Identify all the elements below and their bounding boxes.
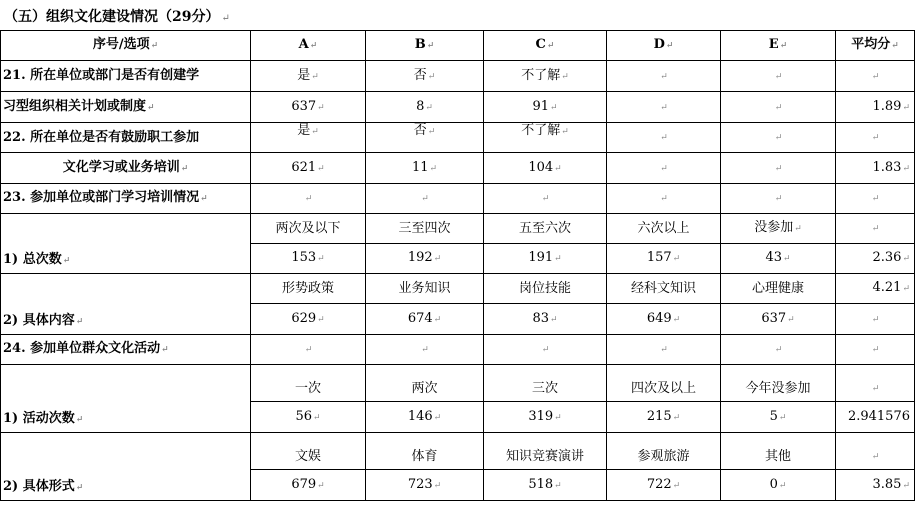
header-cell: 平均分↵ (836, 31, 915, 61)
avg-cell: ↵ (836, 304, 915, 335)
avg-cell: ↵ (836, 214, 915, 244)
table-row (1, 365, 915, 402)
count-cell: 215↵ (607, 402, 721, 433)
count-cell: 192↵ (366, 244, 484, 274)
header-cell: C↵ (484, 31, 607, 61)
option-cell: 一次 (251, 365, 366, 402)
table-row (1, 214, 915, 244)
count-cell: 5↵ (721, 402, 836, 433)
avg-cell: ↵ (836, 61, 915, 92)
table-row (1, 61, 915, 92)
count-cell: 0↵ (721, 470, 836, 501)
option-cell: 文娱 (251, 433, 366, 470)
empty-cell: ↵ (484, 184, 607, 214)
avg-cell: 3.85↵ (836, 470, 915, 501)
table-row (1, 335, 915, 365)
count-cell: 104↵ (484, 153, 607, 184)
count-cell: 674↵ (366, 304, 484, 335)
empty-cell: ↵ (251, 184, 366, 214)
option-cell: 体育 (366, 433, 484, 470)
option-cell: 今年没参加 (721, 365, 836, 402)
table-row (1, 433, 915, 470)
paragraph-mark-icon: ↵ (221, 13, 230, 24)
header-cell: A↵ (251, 31, 366, 61)
option-cell: 否↵ (366, 123, 484, 153)
table-row (1, 274, 915, 304)
avg-cell: 4.21↵ (836, 274, 915, 304)
count-cell: 43↵ (721, 244, 836, 274)
sub-question-label: 2) 具体形式↵ (1, 433, 251, 501)
table-row (1, 184, 915, 214)
question-label: 23. 参加单位或部门学习培训情况↵ (1, 184, 251, 214)
count-cell: 518↵ (484, 470, 607, 501)
option-cell: 不了解↵ (484, 61, 607, 92)
section-title (4, 6, 230, 26)
table-row (1, 123, 915, 153)
count-cell: 637↵ (251, 92, 366, 123)
option-cell: 岗位技能 (484, 274, 607, 304)
count-cell: 722↵ (607, 470, 721, 501)
empty-cell: ↵ (607, 184, 721, 214)
option-cell: ↵ (721, 123, 836, 153)
sub-question-label: 2) 具体内容↵ (1, 274, 251, 335)
option-cell: 两次 (366, 365, 484, 402)
option-cell: 其他 (721, 433, 836, 470)
header-cell: B↵ (366, 31, 484, 61)
option-cell: 没参加↵ (721, 214, 836, 244)
option-cell: 五至六次 (484, 214, 607, 244)
option-cell: ↵ (607, 61, 721, 92)
question-label: 22. 所在单位是否有鼓励职工参加 (1, 123, 251, 153)
option-cell: 参观旅游 (607, 433, 721, 470)
option-cell: ↵ (607, 123, 721, 153)
count-cell: ↵ (721, 153, 836, 184)
count-cell: 629↵ (251, 304, 366, 335)
option-cell: 知识竞赛演讲 (484, 433, 607, 470)
empty-cell: ↵ (366, 335, 484, 365)
table-row (1, 153, 915, 184)
option-cell: ↵ (721, 61, 836, 92)
option-cell: 不了解↵ (484, 123, 607, 153)
count-cell: 621↵ (251, 153, 366, 184)
empty-cell: ↵ (607, 335, 721, 365)
question-label: 21. 所在单位或部门是否有创建学 (1, 61, 251, 92)
avg-cell: 1.89↵ (836, 92, 915, 123)
count-cell: 83↵ (484, 304, 607, 335)
count-cell: ↵ (721, 92, 836, 123)
option-cell: 四次及以上 (607, 365, 721, 402)
empty-cell: ↵ (836, 184, 915, 214)
header-cell: D↵ (607, 31, 721, 61)
count-cell: 153↵ (251, 244, 366, 274)
count-cell: 191↵ (484, 244, 607, 274)
option-cell: 业务知识 (366, 274, 484, 304)
count-cell: 11↵ (366, 153, 484, 184)
count-cell: 723↵ (366, 470, 484, 501)
empty-cell: ↵ (484, 335, 607, 365)
table-row (1, 92, 915, 123)
avg-cell: 2.941576 (836, 402, 915, 433)
count-cell: 146↵ (366, 402, 484, 433)
avg-cell: ↵ (836, 365, 915, 402)
empty-cell: ↵ (836, 335, 915, 365)
survey-table (0, 30, 915, 501)
count-cell: 8↵ (366, 92, 484, 123)
count-cell: 157↵ (607, 244, 721, 274)
header-row (1, 31, 915, 61)
count-cell: 637↵ (721, 304, 836, 335)
count-cell: ↵ (607, 92, 721, 123)
header-cell: E↵ (721, 31, 836, 61)
count-cell: 649↵ (607, 304, 721, 335)
count-cell: 56↵ (251, 402, 366, 433)
count-cell: ↵ (607, 153, 721, 184)
sub-question-label: 1) 活动次数↵ (1, 365, 251, 433)
option-cell: 三次 (484, 365, 607, 402)
count-cell: 319↵ (484, 402, 607, 433)
option-cell: 形势政策 (251, 274, 366, 304)
count-cell: 679↵ (251, 470, 366, 501)
option-cell: 三至四次 (366, 214, 484, 244)
option-cell: 是↵ (251, 123, 366, 153)
question-label: 24. 参加单位群众文化活动↵ (1, 335, 251, 365)
avg-cell: 2.36↵ (836, 244, 915, 274)
count-cell: 91↵ (484, 92, 607, 123)
option-cell: 否↵ (366, 61, 484, 92)
question-label: 文化学习或业务培训↵ (1, 153, 251, 184)
option-cell: 六次以上 (607, 214, 721, 244)
option-cell: 两次及以下 (251, 214, 366, 244)
option-cell: 心理健康 (721, 274, 836, 304)
header-cell: 序号/选项↵ (1, 31, 251, 61)
avg-cell: 1.83↵ (836, 153, 915, 184)
empty-cell: ↵ (251, 335, 366, 365)
option-cell: 是↵ (251, 61, 366, 92)
sub-question-label: 1) 总次数↵ (1, 214, 251, 274)
avg-cell: ↵ (836, 433, 915, 470)
empty-cell: ↵ (721, 184, 836, 214)
empty-cell: ↵ (366, 184, 484, 214)
avg-cell: ↵ (836, 123, 915, 153)
question-label: 习型组织相关计划或制度↵ (1, 92, 251, 123)
option-cell: 经科文知识 (607, 274, 721, 304)
empty-cell: ↵ (721, 335, 836, 365)
section-title-text: （五）组织文化建设情况（29分） (4, 9, 220, 25)
